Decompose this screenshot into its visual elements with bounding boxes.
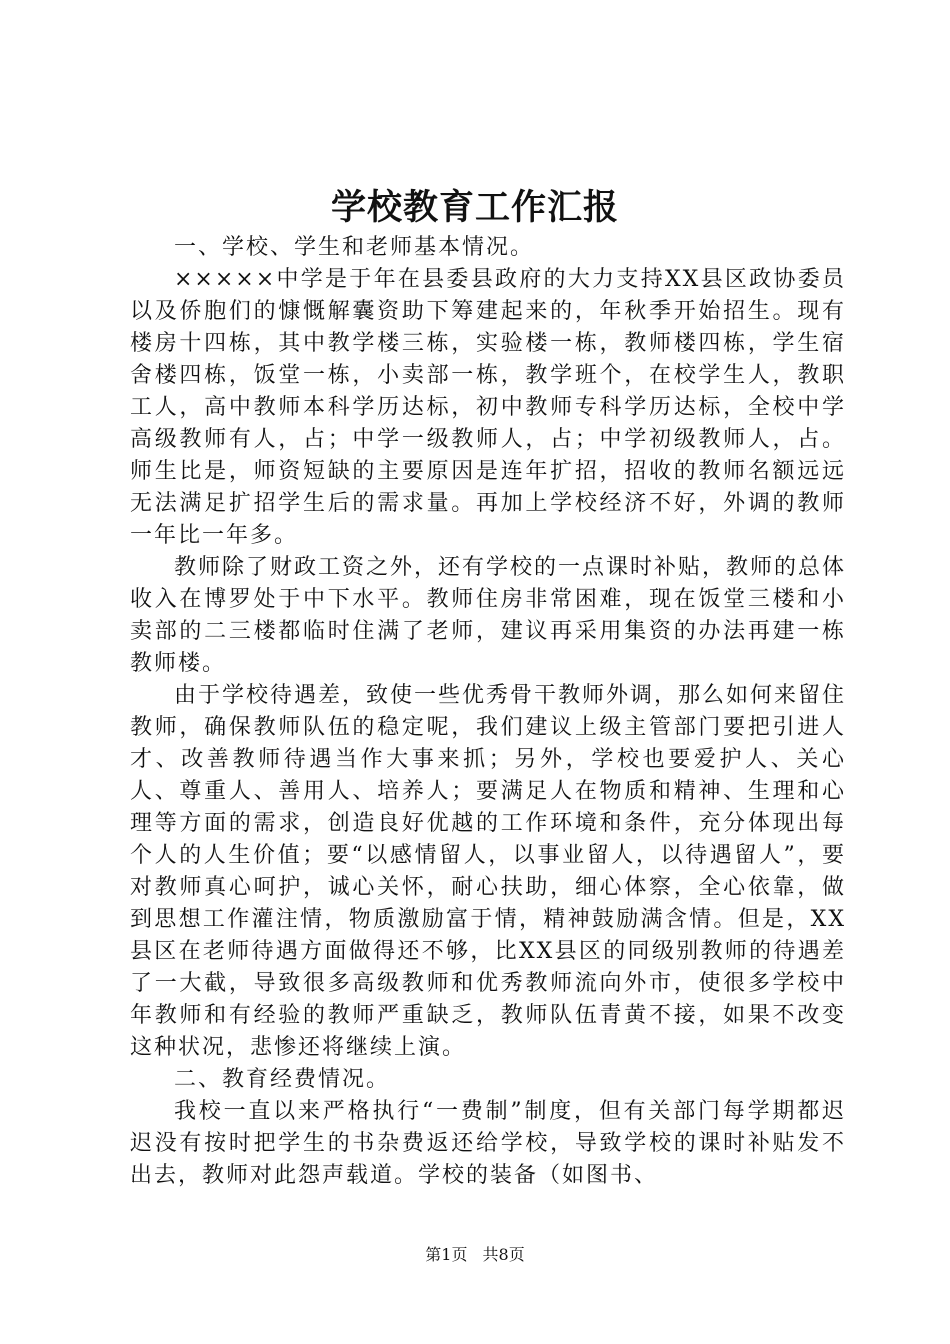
page-footer [0, 1244, 950, 1266]
document-body [130, 232, 846, 1192]
paragraph-teacher-income: 教师除了财政工资之外，还有学校的一点课时补贴，教师的总体收入在博罗处于中下水平。教师住房非常困难，现在饭堂三楼和小卖部的二三楼都临时住满了老师，建议再采用集资的办法再建一栋教师楼。 [130, 555, 847, 676]
document-title: 学校教育工作汇报 [330, 187, 619, 228]
page-number: 第1页 [425, 1245, 468, 1264]
section-heading-basic-info: 一、学校、学生和老师基本情况。 [174, 235, 535, 260]
paragraph-funding: 我校一直以来严格执行“一费制”制度，但有关部门每学期都迟迟没有按时把学生的书杂费返还给学校，导致学校的课时补贴发不出去，教师对此怨声载道。学校的装备（如图书、 [130, 1099, 846, 1188]
page-total: 共8页 [482, 1245, 525, 1264]
paragraph-school-overview: ×××××中学是于年在县委县政府的大力支持XX县区政协委员以及侨胞们的慷慨解囊资助下筹建起来的，年秋季开始招生。现有楼房十四栋，其中教学楼三栋，实验楼一栋，教师楼四栋，学生宿舍楼四栋，饭堂一栋，小卖部一栋，教学班个，在校学生人，教职工人，高中教师本科学历达标，初中教师专科学历达标，全校中学高级教师有人，占；中学一级教师人，占；中学初级教师人，占。师生比是，师资短缺的主要原因是连年扩招，招收的教师名额远远无法满足扩招学生后的需求量。再加上学校经济不好，外调的教师一年比一年多。 [130, 267, 846, 548]
section-heading-funding: 二、教育经费情况。 [174, 1067, 391, 1092]
paragraph-teacher-retention: 由于学校待遇差，致使一些优秀骨干教师外调，那么如何来留住教师，确保教师队伍的稳定呢，我们建议上级主管部门要把引进人才、改善教师待遇当作大事来抓；另外，学校也要爱护人、关心人、尊重人、善用人、培养人；要满足人在物质和精神、生理和心理等方面的需求，创造良好优越的工作环境和条件，充分体现出每个人的人生价值；要“以感情留人，以事业留人，以待遇留人”，要对教师真心呵护，诚心关怀，耐心扶助，细心体察，全心依靠，做到思想工作灌注情，物质激励富于情，精神鼓励满含情。但是，XX县区在老师待遇方面做得还不够，比XX县区的同级别教师的待遇差了一大截，导致很多高级教师和优秀教师流向外市，使很多学校中年教师和有经验的教师严重缺乏，教师队伍青黄不接，如果不改变这种状况，悲惨还将继续上演。 [130, 683, 847, 1060]
